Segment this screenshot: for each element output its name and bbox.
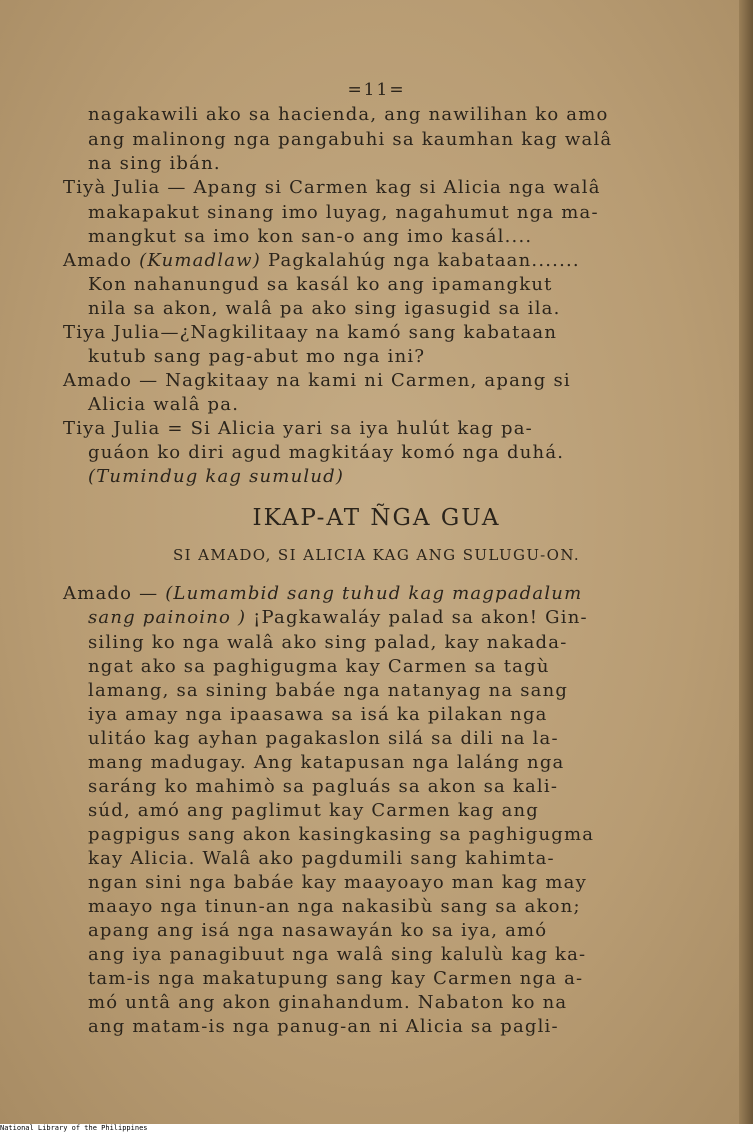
text-line: Tiya Julia = Si Alicia yari sa iya hulút kag pa- [63,418,533,439]
speaker: Amado — [63,583,166,604]
text-line: ngan sini nga babáe kay maayoayo man kag may [88,872,587,893]
text-line: apang ang isá nga nasawayán ko sa iya, amó [88,920,548,941]
stage-direction: (Kumadlaw) [139,250,262,271]
amado-line [63,583,582,605]
text-line: na sing ibán. [88,153,221,174]
text-line: mó untâ ang akon ginahandum. Nabaton ko na [88,992,568,1013]
text-line: mangkut sa imo kon san-o ang imo kasál.... [88,226,533,247]
text-line: saráng ko mahimò sa pagluás sa akon sa kali- [88,776,559,797]
text-line: Amado — Nagkitaay na kami ni Carmen, apang si [63,370,571,391]
text-line: mang madugay. Ang katapusan nga laláng nga [88,752,565,773]
text-line: Alicia walâ pa. [88,394,240,415]
stage-direction: (Tumindug kag sumulud) [88,466,345,487]
text-line: ang iya panagibuut nga walâ sing kalulù kag ka- [88,944,587,965]
text-line: Kon nahanungud sa kasál ko ang ipamangkut [88,274,553,295]
dialogue: Pagkalahúg nga kabataan....... [267,250,580,271]
text-line: lamang, sa sining babáe nga natanyag na sang [88,680,569,701]
text-line: siling ko nga walâ ako sing palad, kay nakada- [88,632,568,653]
text-line: nagakawili ako sa hacienda, ang nawilihan ko amo [88,104,609,125]
stage-direction: sang painoino ) [88,607,247,628]
scene-characters: SI AMADO, SI ALICIA KAG ANG SULUGU-ON. [172,546,581,564]
dialogue: ¡Pagkawaláy palad sa akon! Gin- [253,607,588,628]
scene-heading: IKAP-AT ÑGA GUA [252,505,501,531]
text-line: ang matam-is nga panug-an ni Alicia sa pagli- [88,1016,559,1037]
text-line: ngat ako sa paghigugma kay Carmen sa tagù [88,656,550,677]
library-footer: National Library of the Philippines [0,1124,148,1132]
text-line: guáon ko diri agud magkitáay komó nga duhá. [88,442,565,463]
text-line: maayo nga tinun-an nga nakasibù sang sa akon; [88,896,581,917]
text-line: pagpigus sang akon kasingkasing sa paghigugma [88,824,595,845]
page-number: =11= [347,80,406,100]
text-line: Tiyà Julia — Apang si Carmen kag si Alicia nga walâ [63,177,601,198]
text-line: súd, amó ang paglimut kay Carmen kag ang [88,800,540,821]
text-line: Tiya Julia—¿Nagkilitaay na kamó sang kabataan [63,322,558,343]
text-line: ang malinong nga pangabuhi sa kaumhan kag walâ [88,129,613,150]
text-line: iya amay nga ipaasawa sa isá ka pilakan nga [88,704,548,725]
text-line: ulitáo kag ayhan pagakaslon silá sa dili na la- [88,728,559,749]
amado-line [63,250,580,272]
text-line: tam-is nga makatupung sang kay Carmen nga a- [88,968,584,989]
text-line: kutub sang pag-abut mo nga ini? [88,346,426,367]
speaker: Amado [63,250,133,271]
text-line: makapakut sinang imo luyag, nagahumut nga ma- [88,202,599,223]
text-line: nila sa akon, walâ pa ako sing igasugid sa ila. [88,298,561,319]
amado-line-2 [88,607,588,629]
text-line: kay Alicia. Walâ ako pagdumili sang kahimta- [88,848,555,869]
stage-direction: (Lumambid sang tuhud kag magpadalum [165,583,583,604]
